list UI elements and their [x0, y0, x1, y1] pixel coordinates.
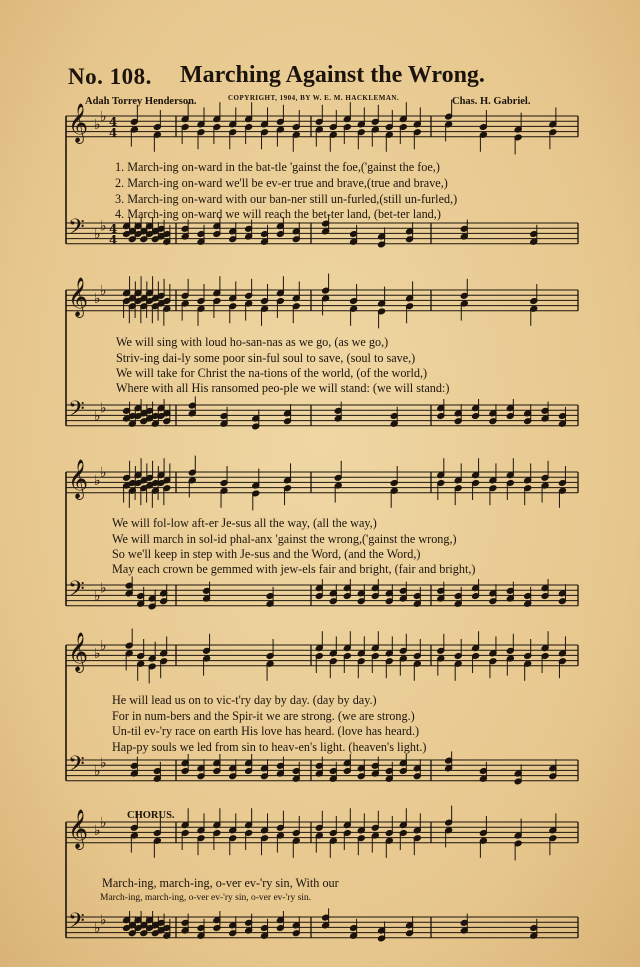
flat-sign-icon: ♭ [94, 822, 101, 839]
flat-sign-icon: ♭ [100, 400, 107, 417]
lyric-verse-line: 2. March-ing on-ward we'll be ev-er true and brave,(true and brave,) [115, 176, 448, 190]
composer-credit: Chas. H. Gabriel. [452, 96, 531, 107]
flat-sign-icon: ♭ [94, 290, 101, 307]
chorus-lyric-line: March-ing, march-ing, o-ver ev-'ry sin, o-ver ev-'ry sin. [100, 893, 312, 903]
flat-sign-icon: ♭ [94, 645, 101, 662]
flat-sign-icon: ♭ [100, 283, 107, 299]
lyric-verse-line: 3. March-ing on-ward with our ban-ner still un-furled,(still un-furled,) [115, 192, 458, 206]
flat-sign-icon: ♭ [100, 580, 107, 597]
time-signature: 4 [109, 115, 118, 129]
treble-clef-icon: 𝄞 [68, 632, 89, 672]
author-credit: Adah Torrey Henderson. [85, 96, 197, 107]
lyric-verse-line: Where with all His ransomed peo-ple we will stand: (we will stand:) [116, 381, 450, 395]
flat-sign-icon: ♭ [94, 588, 101, 605]
lyric-verse-line: So we'll keep in step with Je-sus and the Word, (and the Word,) [112, 547, 421, 561]
hymn-number: No. 108. [68, 64, 152, 89]
time-signature: 4 [109, 126, 118, 140]
flat-sign-icon: ♭ [94, 408, 101, 425]
lyric-verse-line: For in num-bers and the Spir-it we are strong. (we are strong.) [112, 709, 415, 723]
chorus-label: CHORUS. [127, 810, 175, 821]
flat-sign-icon: ♭ [100, 912, 107, 929]
lyric-verse-line: Un-til ev-'ry race on earth His love has heard. (love has heard.) [112, 724, 420, 738]
bass-clef-icon: 𝄢 [68, 909, 85, 939]
bass-clef-icon: 𝄢 [68, 215, 85, 245]
flat-sign-icon: ♭ [100, 815, 107, 831]
lyric-verse-line: We will march in sol-id phal-anx 'gainst the wrong,('gainst the wrong,) [112, 532, 457, 546]
flat-sign-icon: ♭ [100, 218, 107, 235]
treble-clef-icon: 𝄞 [68, 277, 89, 317]
flat-sign-icon: ♭ [100, 755, 107, 772]
time-signature: 4 [109, 222, 118, 236]
flat-sign-icon: ♭ [94, 226, 101, 243]
copyright-notice: COPYRIGHT, 1904, BY W. E. M. HACKLEMAN. [228, 94, 400, 102]
time-signature: 4 [109, 233, 118, 247]
flat-sign-icon: ♭ [100, 465, 107, 481]
treble-clef-icon: 𝄞 [68, 809, 89, 849]
flat-sign-icon: ♭ [94, 763, 101, 780]
treble-clef-icon: 𝄞 [68, 103, 89, 143]
bass-clef-icon: 𝄢 [68, 397, 85, 427]
flat-sign-icon: ♭ [94, 472, 101, 489]
lyric-verse-line: He will lead us on to vic-t'ry day by day. (day by day.) [112, 693, 377, 707]
flat-sign-icon: ♭ [100, 638, 107, 654]
lyric-verse-line: We will sing with loud ho-san-nas as we go, (as we go,) [116, 335, 389, 349]
bass-clef-icon: 𝄢 [68, 577, 85, 607]
lyric-verse-line: We will fol-low aft-er Je-sus all the way, (all the way,) [112, 516, 377, 530]
hymn-title: Marching Against the Wrong. [180, 62, 485, 88]
lyric-verse-line: We will take for Christ the na-tions of the world, (of the world,) [116, 366, 428, 380]
lyric-verse-line: May each crown be gemmed with jew-els fair and bright, (fair and bright,) [112, 562, 476, 576]
flat-sign-icon: ♭ [94, 920, 101, 937]
chorus-lyric-line: March-ing, march-ing, o-ver ev-'ry sin, With our [102, 876, 339, 890]
lyric-verse-line: 1. March-ing on-ward in the bat-tle 'gainst the foe,('gainst the foe,) [115, 160, 440, 174]
flat-sign-icon: ♭ [100, 109, 107, 125]
lyric-verse-line: Hap-py souls we led from sin to heav-en's light. (heaven's light.) [112, 740, 427, 754]
flat-sign-icon: ♭ [94, 116, 101, 133]
lyric-verse-line: 4. March-ing on-ward we will reach the bet-ter land, (bet-ter land,) [115, 207, 441, 221]
treble-clef-icon: 𝄞 [68, 459, 89, 499]
lyric-verse-line: Striv-ing dai-ly some poor sin-ful soul to save, (soul to save,) [116, 351, 416, 365]
bass-clef-icon: 𝄢 [68, 752, 85, 782]
